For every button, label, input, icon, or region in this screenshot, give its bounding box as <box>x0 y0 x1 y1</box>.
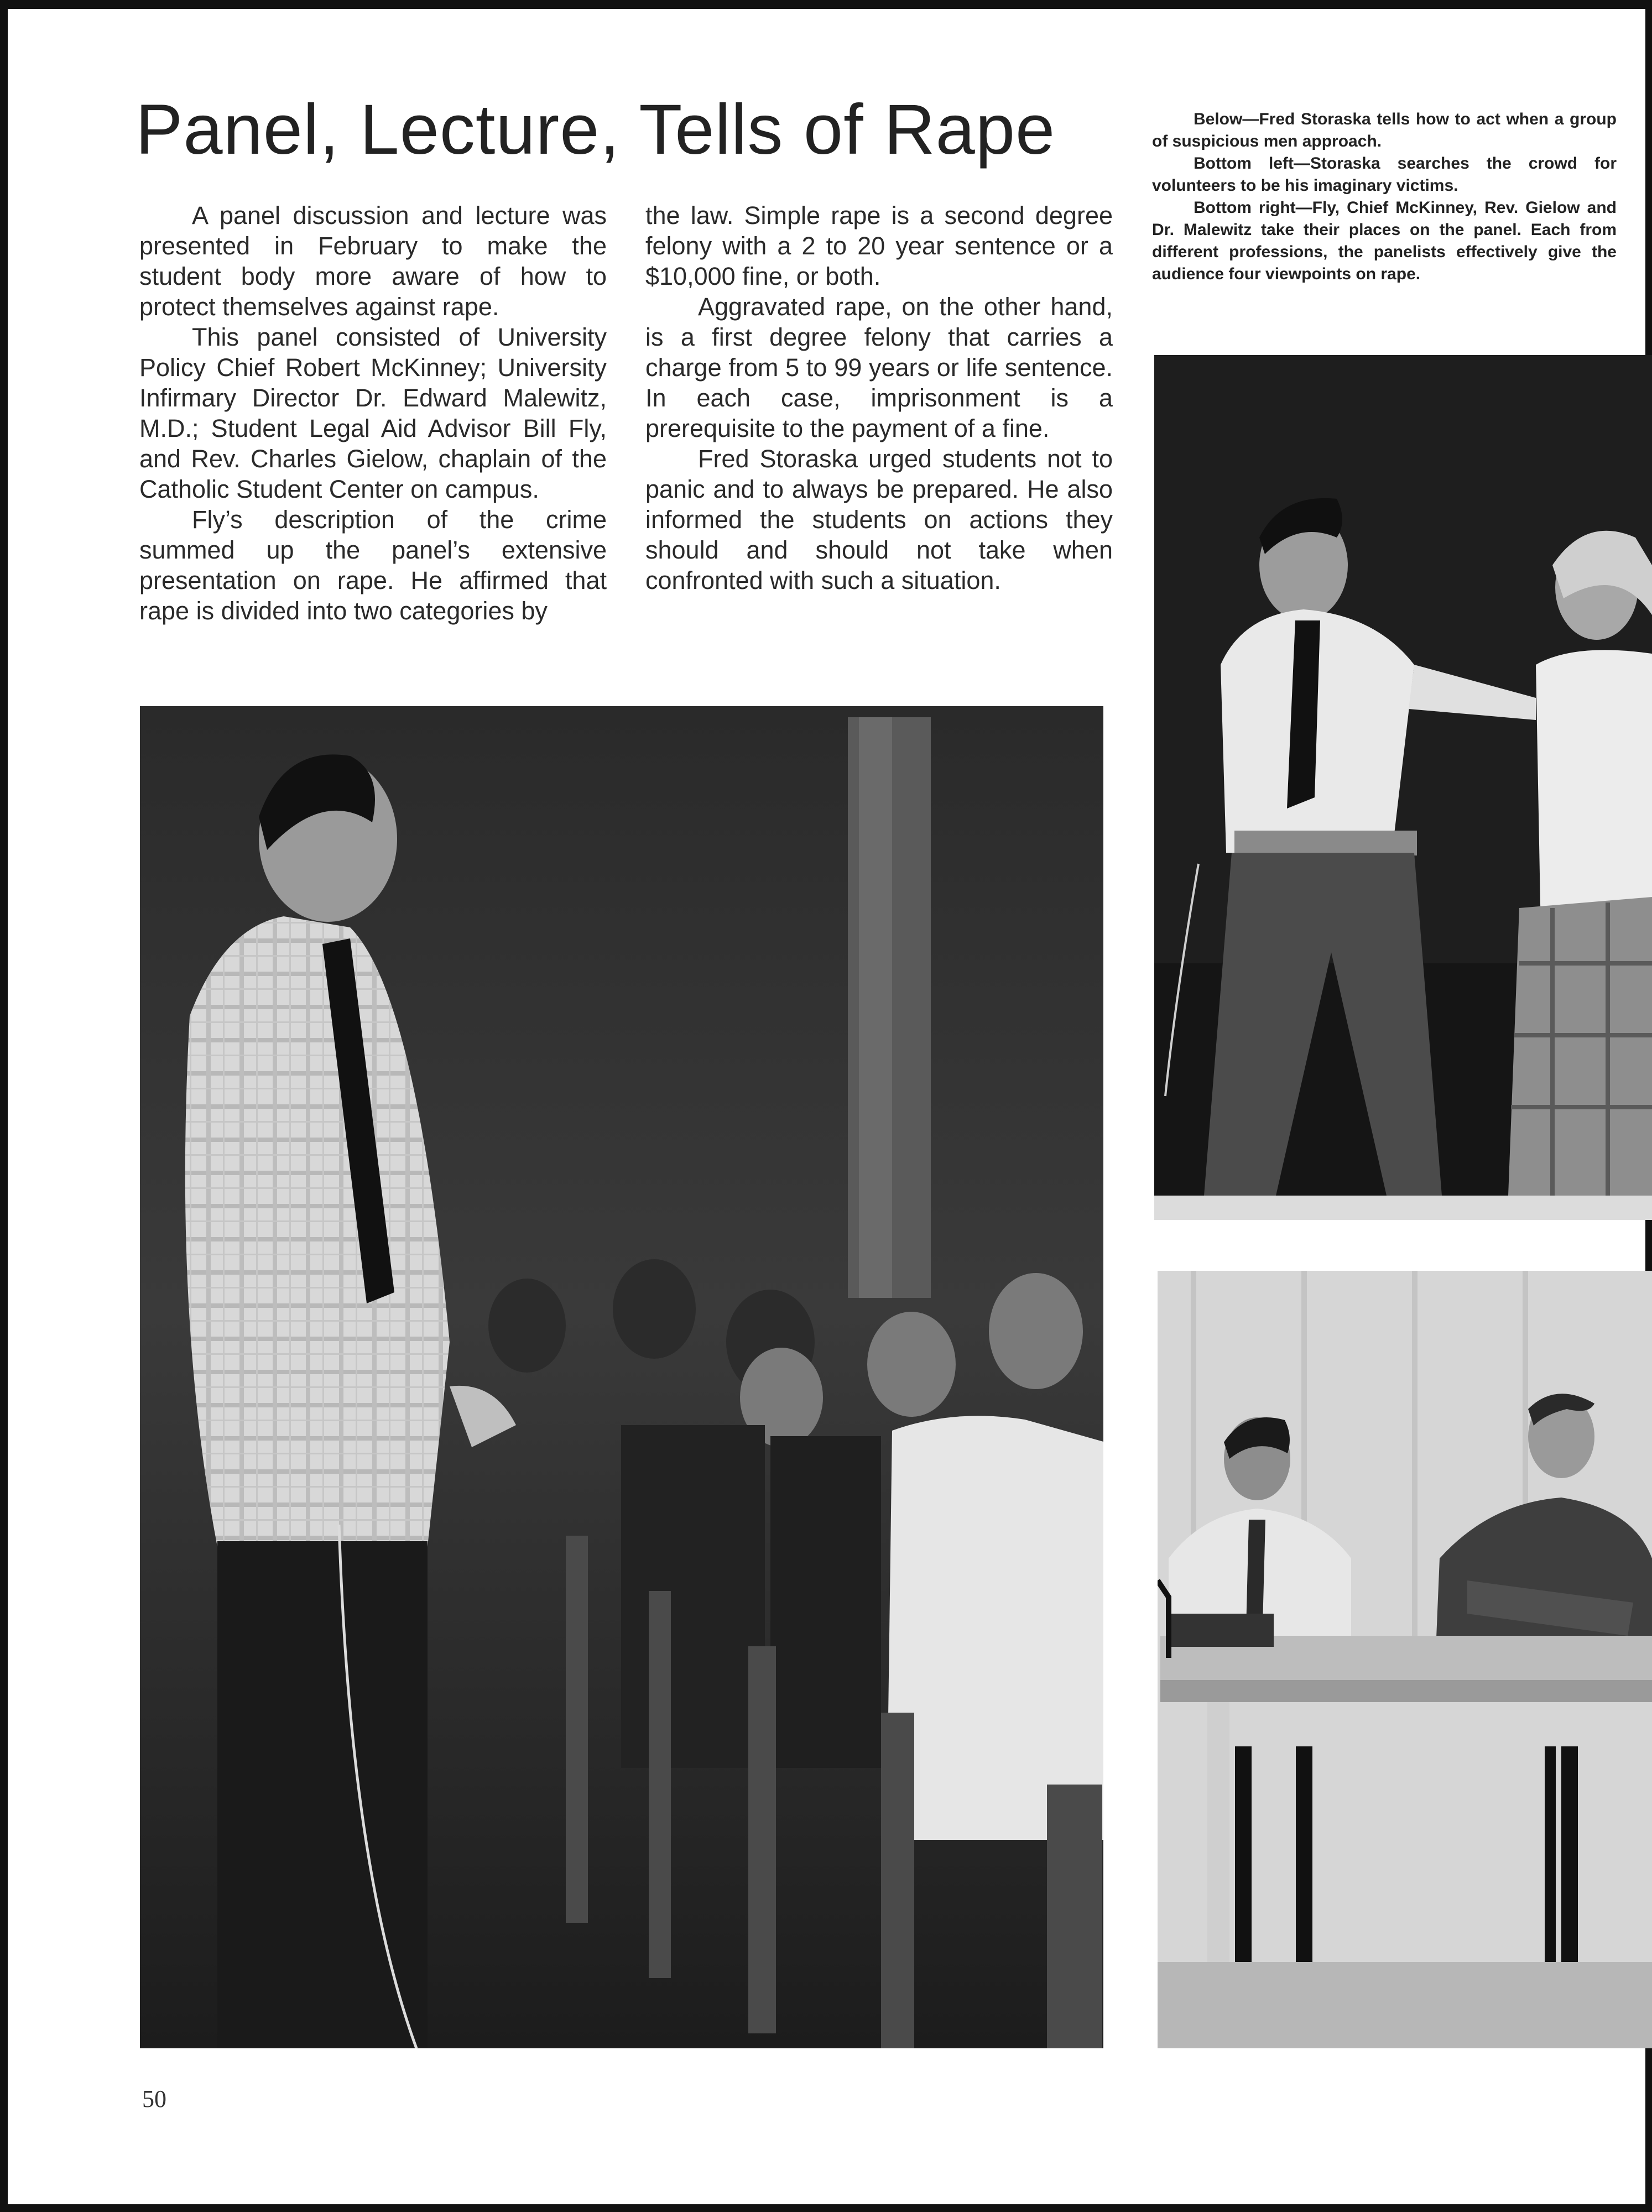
article-paragraph: A panel discussion and lecture was presented in February to make the student body more aware of how to protect themselves against rape. <box>139 201 607 321</box>
article-column-2 <box>645 200 1113 596</box>
photo-panelists-at-table <box>1158 1271 1652 2048</box>
article-paragraph: the law. Simple rape is a second degree felony with a 2 to 20 year sentence or a $10,000 fine, or both. <box>645 201 1113 290</box>
article-paragraph: Aggravated rape, on the other hand, is a first degree felony that carries a charge from 5 to 99 years or life sentence. In each case, imprisonment is a prerequisite to the payment of a fine. <box>645 293 1113 442</box>
photo-storaska-on-stage <box>1154 355 1652 1220</box>
scan-border-left <box>0 0 8 2212</box>
caption-bottom-right: Bottom right—Fly, Chief McKinney, Rev. Gielow and Dr. Malewitz take their places on the panel. Each from different professions, the panelists effectively give the audience four viewpoints on rape. <box>1152 199 1617 283</box>
scan-border-top <box>0 0 1652 9</box>
article-paragraph: This panel consisted of University Policy Chief Robert McKinney; University Infirmary Director Dr. Edward Malewitz, M.D.; Student Legal Aid Advisor Bill Fly, and Rev. Charles Gielow, chaplain of the Catholic Student Center on campus. <box>139 323 607 503</box>
article-column-1 <box>139 200 607 626</box>
caption-bottom-left: Bottom left—Storaska searches the crowd for volunteers to be his imaginary victims. <box>1152 154 1617 195</box>
page-headline: Panel, Lecture, Tells of Rape <box>136 90 1056 169</box>
caption-below: Below—Fred Storaska tells how to act when a group of suspicious men approach. <box>1152 110 1617 150</box>
photo-panelists-at-table-image <box>1158 1271 1652 2048</box>
photo-speaker-and-audience <box>140 706 1103 2048</box>
photo-storaska-on-stage-image <box>1154 355 1652 1220</box>
scan-border-bottom <box>0 2204 1652 2212</box>
article-paragraph: Fred Storaska urged students not to panic and to always be prepared. He also informed the students on actions they should and should not take when confronted with such a situation. <box>645 445 1113 594</box>
page-number: 50 <box>142 2085 166 2112</box>
photo-speaker-and-audience-image <box>140 706 1103 2048</box>
article-paragraph: Fly’s description of the crime summed up the panel’s extensive presentation on rape. He affirmed that rape is divided into two categories by <box>139 505 607 625</box>
photo-captions <box>1152 108 1617 285</box>
